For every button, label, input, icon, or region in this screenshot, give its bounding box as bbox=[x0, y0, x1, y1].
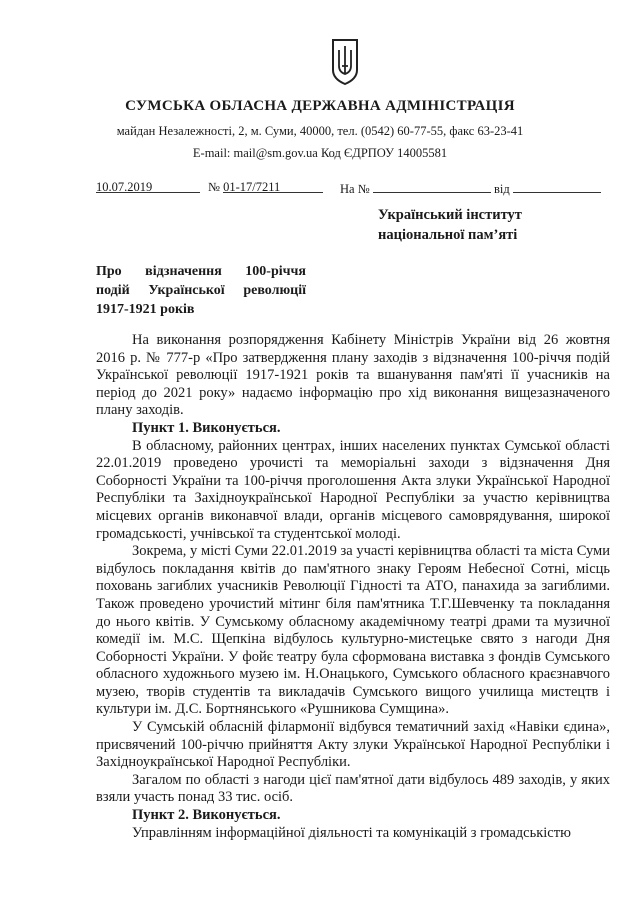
incoming-number-blank bbox=[373, 180, 491, 193]
outgoing-number-label: № bbox=[208, 180, 220, 194]
subject-line: 1917-1921 років bbox=[96, 302, 195, 317]
subject-line: подій Української революції bbox=[96, 283, 306, 298]
body-paragraph: Управлінням інформаційної діяльності та комунікацій з громадськістю bbox=[132, 824, 571, 841]
section-heading: Пункт 2. Виконується. bbox=[132, 807, 281, 824]
org-email-line: E-mail: mail@sm.gov.ua Код ЄДРПОУ 14005581 bbox=[192, 146, 448, 160]
body-paragraph: Зокрема, у місті Суми 22.01.2019 за участі керівництва області та міста Суми відбулось покладання квітів до пам'ятного знаку Героям Небесної Сотні, місць поховань загиблих учасників Революції Гідності та АТО, панахида за загиблими. Також проведено урочистий мітинг біля пам'ятника Т.Г.Шевченку та покладання до нього квітів. У Сумському обласному академічному театрі драми та музичної комедії ім. М.С. Щепкіна відбулось культурно-мистецьке свято з нагоди Дня Соборності України. У фойє театру була сформована виставка з фондів Сумського обласного художнього музею ім. Н.Онацького, Сумського обласного краєзнавчого музею, творів студентів та викладачів Сумського вищого училища мистецтв і культури ім. Д.С. Бортнянського «Рушникова Сумщина». bbox=[96, 543, 610, 718]
subject-line: Про відзначення 100-річчя bbox=[96, 264, 306, 279]
incoming-number bbox=[340, 180, 491, 197]
outgoing-number-value: 01-17/7211 bbox=[223, 180, 281, 194]
trident-emblem-icon bbox=[330, 36, 360, 86]
incoming-date-label: від bbox=[494, 182, 510, 196]
outgoing-number bbox=[208, 180, 323, 195]
incoming-date-blank bbox=[513, 180, 601, 193]
outgoing-date bbox=[96, 180, 200, 195]
addressee-line: Український інститут bbox=[378, 207, 522, 223]
body-paragraph: На виконання розпорядження Кабінету Міністрів України від 26 жовтня 2016 р. № 777-р «Про затвердження плану заходів з відзначення 100-річчя подій Української революції 1917-1921 років та вшанування пам'яті її учасників на період до 2021 року» надаємо інформацію про хід виконання вищезазначеного плану заходів. bbox=[96, 332, 610, 419]
addressee bbox=[378, 205, 522, 245]
outgoing-date-value: 10.07.2019 bbox=[96, 180, 153, 194]
org-address: майдан Незалежності, 2, м. Суми, 40000, тел. (0542) 60-77-55, факс 63-23-41 bbox=[116, 124, 524, 138]
section-heading: Пункт 1. Виконується. bbox=[132, 419, 281, 436]
org-title: СУМСЬКА ОБЛАСНА ДЕРЖАВНА АДМІНІСТРАЦІЯ bbox=[125, 98, 515, 114]
incoming-number-label: На № bbox=[340, 182, 370, 196]
body-paragraph: В обласному, районних центрах, інших населених пунктах Сумської області 22.01.2019 проведено урочисті та меморіальні заходи з відзначення Дня Соборності України та 100-річчя проголошення Акта злуки Української Народної Республіки та Західноукраїнської Народної Республіки за участю керівництва місцевих органів виконавчої влади, органів місцевого самоврядування, широкої громадськості, учнівської та студентської молоді. bbox=[96, 437, 610, 542]
addressee-line: національної пам’яті bbox=[378, 227, 518, 243]
letter-body bbox=[96, 332, 610, 842]
subject-block bbox=[96, 262, 306, 319]
incoming-date bbox=[494, 180, 601, 197]
body-paragraph: Загалом по області з нагоди цієї пам'ятної дати відбулось 489 заходів, у яких взяли участь понад 33 тис. осіб. bbox=[96, 771, 610, 806]
body-paragraph: У Сумській обласній філармонії відбувся тематичний захід «Навіки єдина», присвячений 100-річчю прийняття Акту злуки Української Народної Республіки і Західноукраїнської Народної Республіки. bbox=[96, 719, 610, 771]
